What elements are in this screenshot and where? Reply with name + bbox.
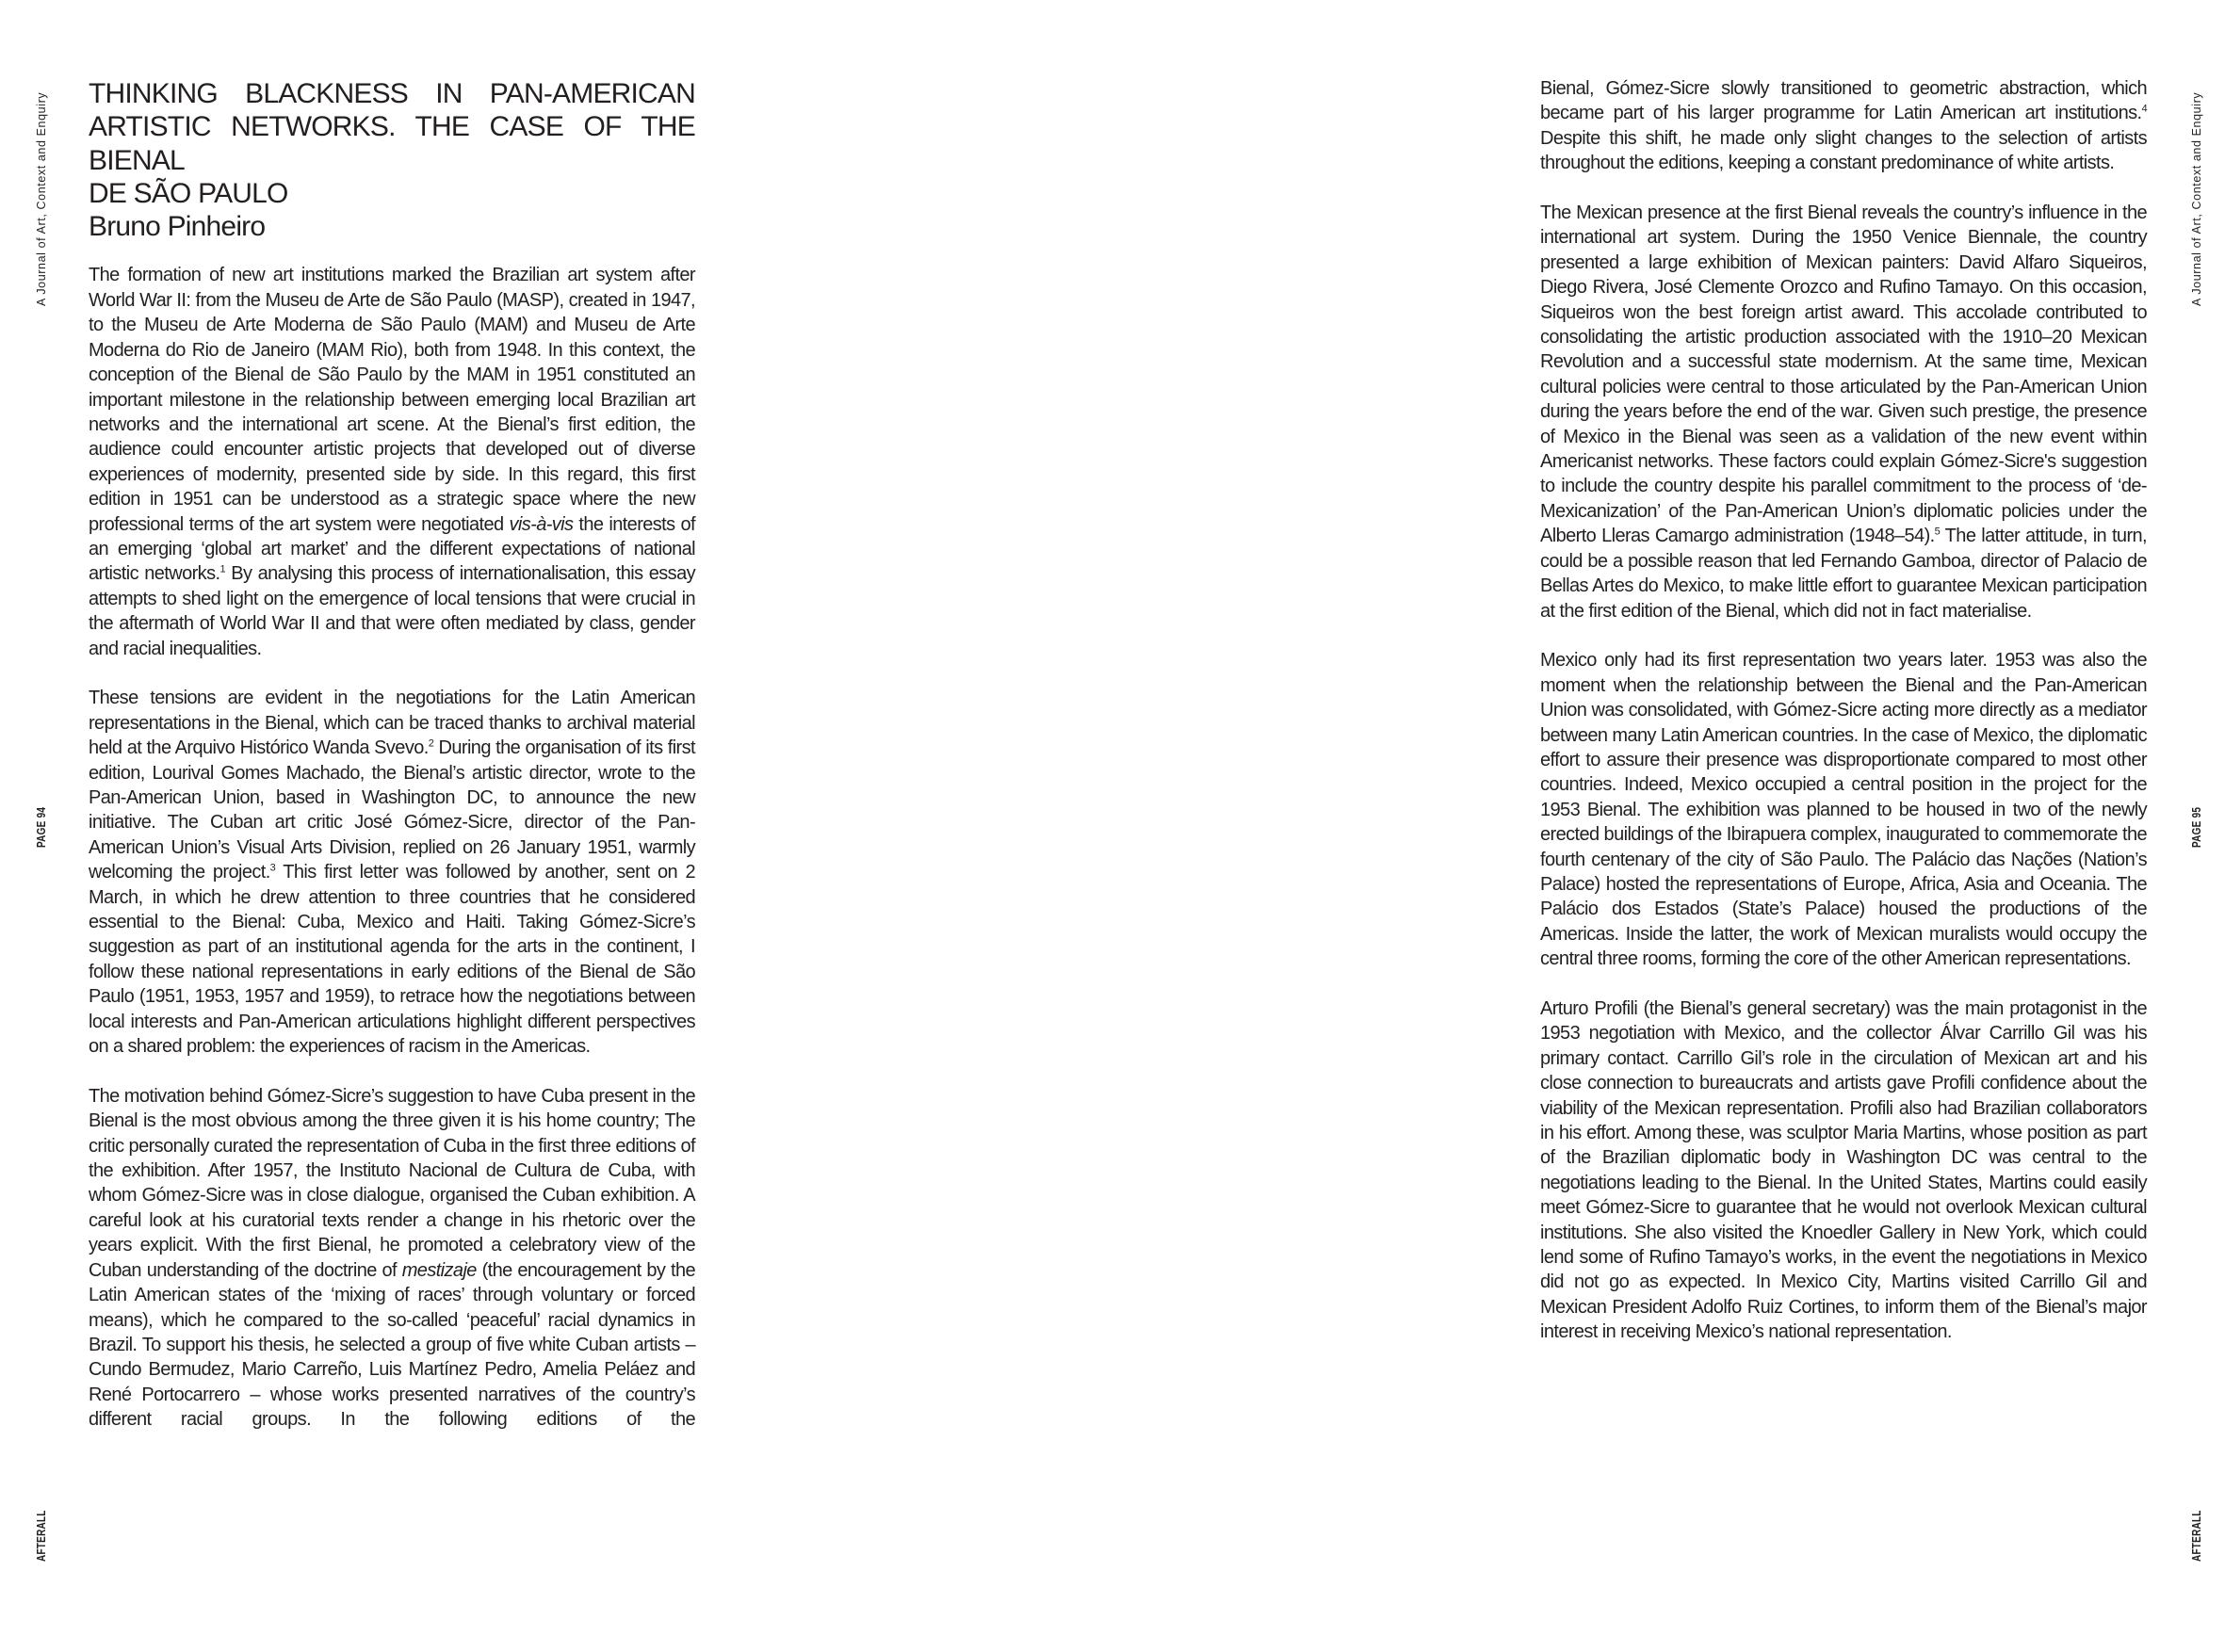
body-paragraph bbox=[1540, 648, 2147, 971]
brand-label-right: AFTERALL bbox=[2190, 1510, 2203, 1562]
footnote-marker[interactable]: 3 bbox=[269, 862, 276, 874]
text-run: Despite this shift, he made only slight changes to the selection of artists throughout the editions, keeping a constant predominance of white artists. bbox=[1540, 127, 2147, 174]
journal-label-left: A Journal of Art, Context and Enquiry bbox=[35, 91, 48, 306]
right-column bbox=[1540, 76, 2147, 1369]
footnote-marker[interactable]: 4 bbox=[2141, 103, 2147, 115]
text-run: These tensions are evident in the negotiations for the Latin American representations in the Bienal, which can be traced thanks to archival material held at the Arquivo Histórico Wanda Svevo. bbox=[89, 688, 695, 759]
text-run: The formation of new art institutions marked the Brazilian art system after World War II: from the Museu de Arte de São Paulo (MASP), created in 1947, to the Museu de Arte Moderna de São Paulo (MAM) and Museu de Arte Moderna do Rio de Janeiro (MAM Rio), both from 1948. In this context, the conception of the Bienal de São Paulo by the MAM in 1951 constituted an important milestone in the relationship between emerging local Brazilian art networks and the international art scene. At the Bienal’s first edition, the audience could encounter artistic projects that developed out of diverse experiences of modernity, presented side by side. In this regard, this first edition in 1951 can be understood as a strategic space where the new professional terms of the art system were negotiated bbox=[89, 265, 695, 535]
body-paragraph bbox=[89, 686, 695, 1059]
text-run: Arturo Profili (the Bienal’s general secretary) was the main protagonist in the 1953 negotiation with Mexico, and the collector Álvar Carrillo Gil was his primary contact. Carrillo Gil’s role in the circulation of Mexican art and his close connection to bureaucrats and artists gave Profili confidence about the viability of the Mexican representation. Profili also had Brazilian collaborators in his effort. Among these, was sculptor Maria Martins, whose position as part of the Brazilian diplomatic body in Washington DC was central to the negotiations leading to the Bienal. In the United States, Martins could easily meet Gómez-Sicre to guarantee that he would not overlook Mexican cultural institutions. She also visited the Knoedler Gallery in New York, which could lend some of Rufino Tamayo’s works, in the event the negotiations in Mexico did not go as expected. In Mexico City, Martins visited Carrillo Gil and Mexican President Adolfo Ruiz Cortines, to inform them of the Bienal’s major interest in receiving Mexico’s national representation. bbox=[1540, 997, 2147, 1343]
journal-label-right: A Journal of Art, Context and Enquiry bbox=[2190, 91, 2203, 306]
page-number-right: PAGE 95 bbox=[2190, 806, 2203, 848]
body-paragraph bbox=[1540, 996, 2147, 1345]
author-name: Bruno Pinheiro bbox=[89, 211, 266, 243]
italic-text: vis-à-vis bbox=[509, 513, 574, 535]
text-run: The Mexican presence at the first Bienal reveals the country’s influence in the international art system. During the 1950 Venice Biennale, the country presented a large exhibition of Mexican painters: David Alfaro Siqueiros, Diego Rivera, José Clemente Orozco and Rufino Tamayo. On this occasion, Siqueiros won the best foreign artist award. This accolade contributed to consolidating the artistic production associated with the 1910–20 Mexican Revolution and a successful state modernism. At the same time, Mexican cultural policies were central to those articulated by the Pan-American Union during the years before the end of the war. Given such prestige, the presence of Mexico in the Bienal was seen as a validation of the new event within Americanist networks. These factors could explain Gómez-Sicre's suggestion to include the country despite his parallel commitment to the process of ‘de-Mexicanization’ of the Pan-American Union’s diplomatic policies under the Alberto Lleras Camargo administration (1948–54). bbox=[1540, 202, 2147, 547]
title-line: DE SÃO PAULO bbox=[89, 177, 288, 209]
text-run: The latter attitude, in turn, could be a possible reason that led Fernando Gamboa, director of Palacio de Bellas Artes do Mexico, to make little effort to guarantee Mexican participation at the first edition of the Bienal, which did not in fact materialise. bbox=[1540, 526, 2147, 622]
text-run: the interests of an emerging ‘global art market’ and the different expectations of national artistic networks. bbox=[89, 513, 695, 585]
body-paragraph bbox=[1540, 76, 2147, 176]
body-paragraph bbox=[89, 263, 695, 661]
title-line: ARTISTIC NETWORKS. THE CASE OF THE BIENAL bbox=[89, 111, 695, 176]
text-run: During the organisation of its first edition, Lourival Gomes Machado, the Bienal’s artistic director, wrote to the Pan-American Union, based in Washington DC, to announce the new initiative. The Cuban art critic José Gómez-Sicre, director of the Pan-American Union’s Visual Arts Division, replied on 26 January 1951, warmly welcoming the project. bbox=[89, 737, 695, 883]
title-line: THINKING BLACKNESS IN PAN-AMERICAN bbox=[89, 78, 695, 109]
text-run: Bienal, Gómez-Sicre slowly transitioned to geometric abstraction, which became part of his larger programme for Latin American art institutions. bbox=[1540, 78, 2147, 124]
page-number-left: PAGE 94 bbox=[35, 806, 48, 848]
text-run: Mexico only had its first representation two years later. 1953 was also the moment when the relationship between the Bienal and the Pan-American Union was consolidated, with Gómez-Sicre acting more directly as a mediator between many Latin American countries. In the case of Mexico, the diplomatic effort to assure their presence was disproportionate compared to most other countries. Indeed, Mexico occupied a central position in the project for the 1953 Bienal. The exhibition was planned to be housed in two of the newly erected buildings of the Ibirapuera complex, inaugurated to commemorate the fourth centenary of the city of São Paulo. The Palácio das Nações (Nation’s Palace) hosted the representations of Europe, Africa, Asia and Oceania. The Palácio dos Estados (State’s Palace) housed the productions of the Americas. Inside the latter, the work of Mexican muralists would occupy the central three rooms, forming the core of the other American representations. bbox=[1540, 650, 2147, 970]
left-column bbox=[89, 77, 695, 1433]
text-run: This first letter was followed by another, sent on 2 March, in which he drew attention to three countries that he considered essential to the Bienal: Cuba, Mexico and Haiti. Taking Gómez-Sicre’s suggestion as part of an institutional agenda for the arts in the continent, I follow these national representations in early editions of the Bienal de São Paulo (1951, 1953, 1957 and 1959), to retrace how the negotiations between local interests and Pan-American articulations highlight different perspectives on a shared problem: the experiences of racism in the Americas. bbox=[89, 862, 695, 1058]
text-run: The motivation behind Gómez-Sicre’s suggestion to have Cuba present in the Bienal is the most obvious among the three given it is his home country; The critic personally curated the representation of Cuba in the first three editions of the exhibition. After 1957, the Instituto Nacional de Cultura de Cuba, with whom Gómez-Sicre was in close dialogue, organised the Cuban exhibition. A careful look at his curatorial texts render a change in his rhetoric over the years explicit. With the first Bienal, he promoted a celebratory view of the Cuban understanding of the doctrine of bbox=[89, 1085, 695, 1281]
footnote-marker[interactable]: 2 bbox=[428, 737, 434, 750]
footnote-marker[interactable]: 5 bbox=[1934, 526, 1941, 538]
footnote-marker[interactable]: 1 bbox=[219, 563, 225, 575]
body-paragraph bbox=[1540, 201, 2147, 624]
article-title bbox=[89, 77, 695, 243]
body-paragraph bbox=[89, 1084, 695, 1433]
text-run: By analysing this process of internationalisation, this essay attempts to shed light on the emergence of local tensions that were crucial in the aftermath of World War II and that were often mediated by class, gender and racial inequalities. bbox=[89, 563, 695, 659]
italic-text: mestizaje bbox=[401, 1259, 477, 1281]
brand-label-left: AFTERALL bbox=[35, 1510, 48, 1562]
text-run: (the encouragement by the Latin American states of the ‘mixing of races’ through voluntary or forced means), which he compared to the so-called ‘peaceful’ racial dynamics in Brazil. To support his thesis, he selected a group of five white Cuban artists – Cundo Bermudez, Mario Carreño, Luis Martínez Pedro, Amelia Peláez and René Portocarrero – whose works presented narratives of the country’s different racial groups. In the following editions of the bbox=[89, 1259, 695, 1431]
